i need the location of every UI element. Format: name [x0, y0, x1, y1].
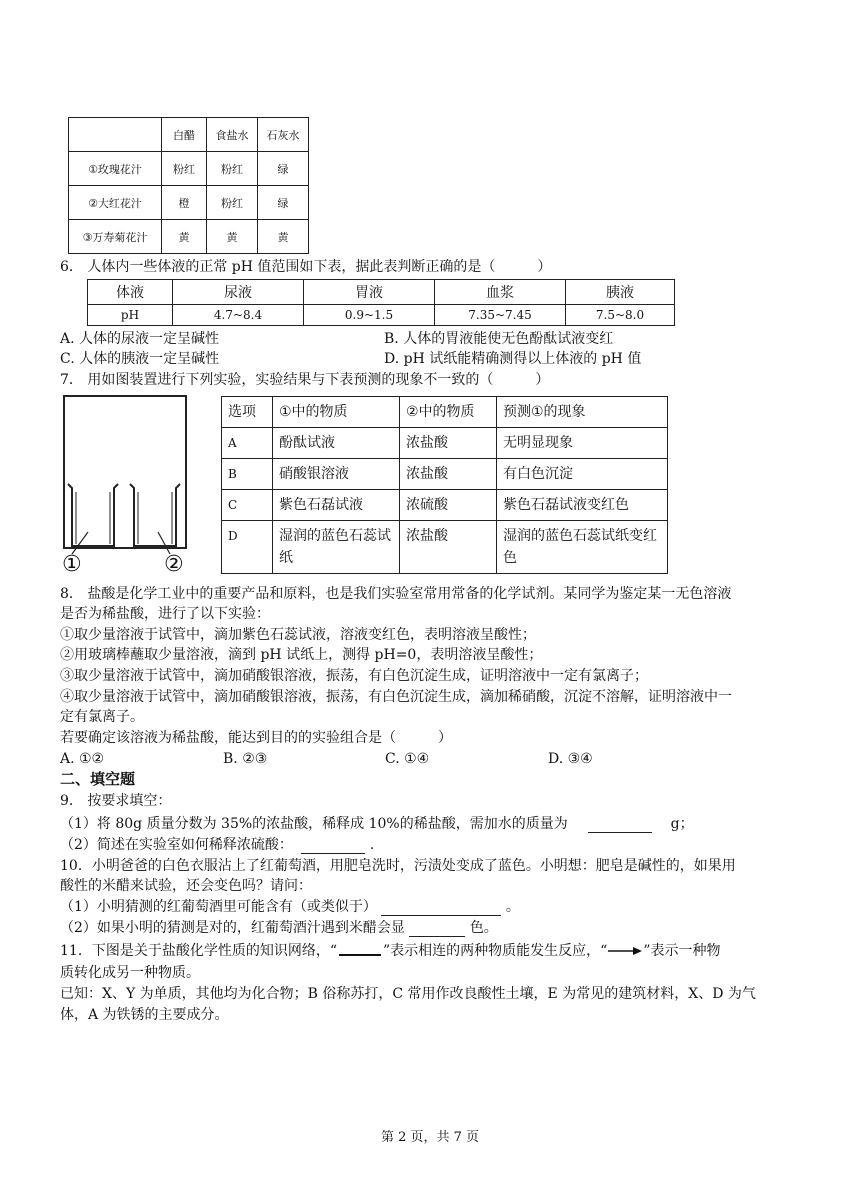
q8-step-4-line2: 定有氯离子。: [60, 709, 144, 725]
q8-stem-line2: 是否为稀盐酸，进行了以下实验：: [60, 606, 270, 622]
q8-option-b: B. ②③: [223, 751, 268, 767]
q9-part2-end: .: [369, 837, 375, 853]
indicator-color-table: [68, 117, 309, 254]
table-cell: [69, 118, 162, 152]
q9-part1-unit: g；: [670, 816, 694, 832]
q10-part2: [60, 919, 498, 937]
q11-stem-line1: [60, 942, 720, 960]
table-cell: 黄: [207, 220, 258, 254]
reaction-line-icon: [339, 946, 381, 956]
q10-part1-end: 。: [505, 899, 520, 915]
table-cell: 粉红: [207, 152, 258, 186]
table-cell: 浓硫酸: [400, 490, 497, 521]
table-header-cell: 尿液: [173, 280, 304, 305]
q6-option-a: A. 人体的尿液一定呈碱性: [60, 331, 220, 347]
table-cell: B: [222, 459, 273, 490]
ph-table: [87, 279, 675, 326]
q11-text-b: ”表示相连的两种物质能发生反应，“: [382, 943, 608, 959]
table-cell: ①玫瑰花汁: [69, 152, 162, 186]
q6-option-c: C. 人体的胰液一定呈碱性: [60, 351, 220, 367]
q8-step-1: ①取少量溶液于试管中，滴加紫色石蕊试液，溶液变红色，表明溶液呈酸性；: [60, 627, 536, 643]
q9-stem: 9． 按要求填空：: [60, 793, 172, 809]
table-cell: 无明显现象: [497, 428, 668, 459]
q8-option-d: D. ③④: [548, 751, 593, 767]
q8-step-4-line1: ④取少量溶液于试管中，滴加硝酸银溶液，振荡，有白色沉淀生成，滴加稀硝酸，沉淀不溶解，证明溶液中一: [60, 689, 732, 705]
table-header-cell: ②中的物质: [400, 397, 497, 428]
table-header-cell: 预测①的现象: [497, 397, 668, 428]
table-cell: 湿润的蓝色石蕊试纸变红色: [497, 521, 668, 574]
table-cell: 紫色石磊试液: [273, 490, 400, 521]
answer-blank[interactable]: [301, 839, 365, 854]
table-cell: pH: [88, 305, 173, 326]
table-header-cell: ①中的物质: [273, 397, 400, 428]
table-header-cell: 白醋: [162, 118, 207, 152]
table-cell: 有白色沉淀: [497, 459, 668, 490]
q8-stem-line1: 8． 盐酸是化学工业中的重要产品和原料，也是我们实验室常用常备的化学试剂。某同学为鉴定某一无色溶液: [60, 586, 732, 602]
q6-option-d: D. pH 试纸能精确测得以上体液的 pH 值: [384, 351, 642, 367]
q8-option-c: C. ①④: [385, 751, 430, 767]
q9-part2: [60, 836, 374, 854]
q9-part1: [60, 815, 694, 833]
q8-step-2: ②用玻璃棒蘸取少量溶液，滴到 pH 试纸上，测得 pH=0，表明溶液呈酸性；: [60, 647, 543, 663]
table-cell: ③万寿菊花汁: [69, 220, 162, 254]
q11-stem-line3: 已知：X、Y 为单质，其他均为化合物；B 俗称苏打，C 常用作改良酸性土壤，E 为常见的建筑材料，X、D 为气: [60, 986, 756, 1002]
q10-part1-text: （1）小明猜测的红葡萄酒里可能含有（或类似于）: [60, 899, 377, 915]
q10-part2-end: 色。: [469, 920, 498, 936]
table-cell: 7.5~8.0: [566, 305, 675, 326]
q8-question: 若要确定该溶液为稀盐酸，能达到目的的实验组合是（ ）: [60, 730, 452, 746]
experiment-table: [221, 396, 668, 574]
section-heading: 二、填空题: [60, 770, 136, 788]
q8-step-3: ③取少量溶液于试管中，滴加硝酸银溶液，振荡，有白色沉淀生成，证明溶液中一定有氯离子；: [60, 668, 648, 684]
q10-stem-line2: 酸性的米醋来试验，还会变色吗？请问：: [60, 878, 312, 894]
q10-part2-text: （2）如果小明的猜测是对的，红葡萄酒汁遇到米醋会显: [60, 920, 405, 936]
table-cell: 紫色石磊试液变红色: [497, 490, 668, 521]
q11-text-c: ”表示一种物: [643, 943, 721, 959]
q10-stem-line1: 10．小明爸爸的白色衣服沾上了红葡萄酒，用肥皂洗时，污渍处变成了蓝色。小明想：肥皂是碱性的，如果用: [60, 858, 736, 874]
table-cell: 0.9~1.5: [304, 305, 435, 326]
q7-stem: 7． 用如图装置进行下列实验，实验结果与下表预测的现象不一致的（ ）: [60, 372, 550, 388]
answer-blank[interactable]: [409, 922, 465, 937]
table-cell: 酚酞试液: [273, 428, 400, 459]
q10-part1: [60, 898, 520, 916]
answer-blank[interactable]: [588, 818, 652, 833]
q9-part1-text: （1）将 80g 质量分数为 35%的浓盐酸，稀释成 10%的稀盐酸，需加水的质量为: [60, 816, 568, 832]
table-cell: 硝酸银溶液: [273, 459, 400, 490]
label-beaker-2: ②: [164, 552, 184, 577]
table-header-cell: 胃液: [304, 280, 435, 305]
q6-option-b: B. 人体的胃液能使无色酚酞试液变红: [384, 331, 614, 347]
table-cell: 绿: [258, 152, 309, 186]
conversion-arrow-icon: [607, 946, 643, 956]
q11-stem-line4: 体，A 为铁锈的主要成分。: [60, 1007, 229, 1023]
table-cell: 7.35~7.45: [435, 305, 566, 326]
table-cell: 粉红: [162, 152, 207, 186]
q11-stem-line2: 质转化成另一种物质。: [60, 965, 200, 981]
table-cell: 浓盐酸: [400, 428, 497, 459]
table-header-cell: 食盐水: [207, 118, 258, 152]
page-number: 第 2 页，共 7 页: [380, 1130, 480, 1145]
table-cell: 橙: [162, 186, 207, 220]
label-beaker-1: ①: [62, 552, 82, 577]
table-cell: A: [222, 428, 273, 459]
table-cell: 绿: [258, 186, 309, 220]
table-cell: D: [222, 521, 273, 574]
table-cell: 浓盐酸: [400, 459, 497, 490]
table-cell: 浓盐酸: [400, 521, 497, 574]
table-header-cell: 石灰水: [258, 118, 309, 152]
table-cell: 湿润的蓝色石蕊试纸: [273, 521, 400, 574]
table-header-cell: 胰液: [566, 280, 675, 305]
q6-stem: 6． 人体内一些体液的正常 pH 值范围如下表，据此表判断正确的是（ ）: [60, 259, 552, 275]
table-cell: 黄: [162, 220, 207, 254]
table-header-cell: 血浆: [435, 280, 566, 305]
table-cell: 粉红: [207, 186, 258, 220]
table-header-cell: 选项: [222, 397, 273, 428]
table-cell: 黄: [258, 220, 309, 254]
answer-blank[interactable]: [381, 901, 501, 916]
q8-option-a: A. ①②: [60, 751, 105, 767]
q9-part2-text: （2）简述在实验室如何稀释浓硫酸：: [60, 837, 293, 853]
table-cell: C: [222, 490, 273, 521]
table-header-cell: 体液: [88, 280, 173, 305]
table-cell: 4.7~8.4: [173, 305, 304, 326]
table-cell: ②大红花汁: [69, 186, 162, 220]
q11-text-a: 11．下图是关于盐酸化学性质的知识网络，“: [60, 943, 337, 959]
